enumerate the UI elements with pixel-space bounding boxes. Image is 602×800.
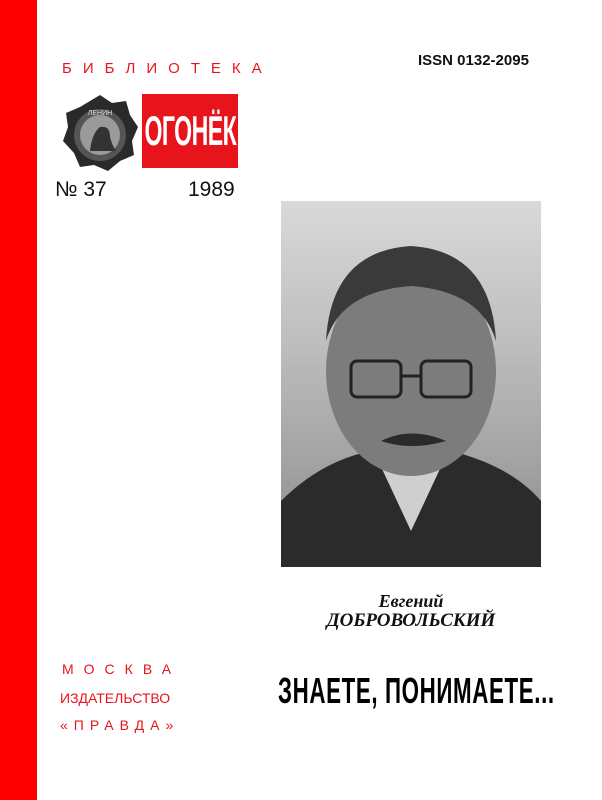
series-label: БИБЛИОТЕКА (62, 60, 273, 77)
issue-number: № 37 (55, 178, 107, 201)
publisher-line-1: ИЗДАТЕЛЬСТВО (60, 690, 171, 706)
publisher-city: МОСКВА (62, 661, 182, 677)
publisher-line-2: «ПРАВДА» (60, 717, 180, 733)
red-side-stripe (0, 0, 37, 800)
medal-text: ЛЕНИН (87, 110, 113, 117)
author-portrait-photo (281, 201, 541, 567)
order-of-lenin-medal-icon (60, 93, 140, 173)
issn-number: ISSN 0132-2095 (418, 52, 529, 69)
ogonek-logo (142, 94, 238, 168)
publication-year: 1989 (188, 178, 235, 201)
book-title: ЗНАЕТЕ, ПОНИМАЕТЕ... (278, 670, 555, 711)
author-first-name: Евгений (378, 591, 444, 611)
logo-text: ОГОНЁК (144, 107, 236, 154)
author-last-name: ДОБРОВОЛЬСКИЙ (326, 610, 496, 631)
